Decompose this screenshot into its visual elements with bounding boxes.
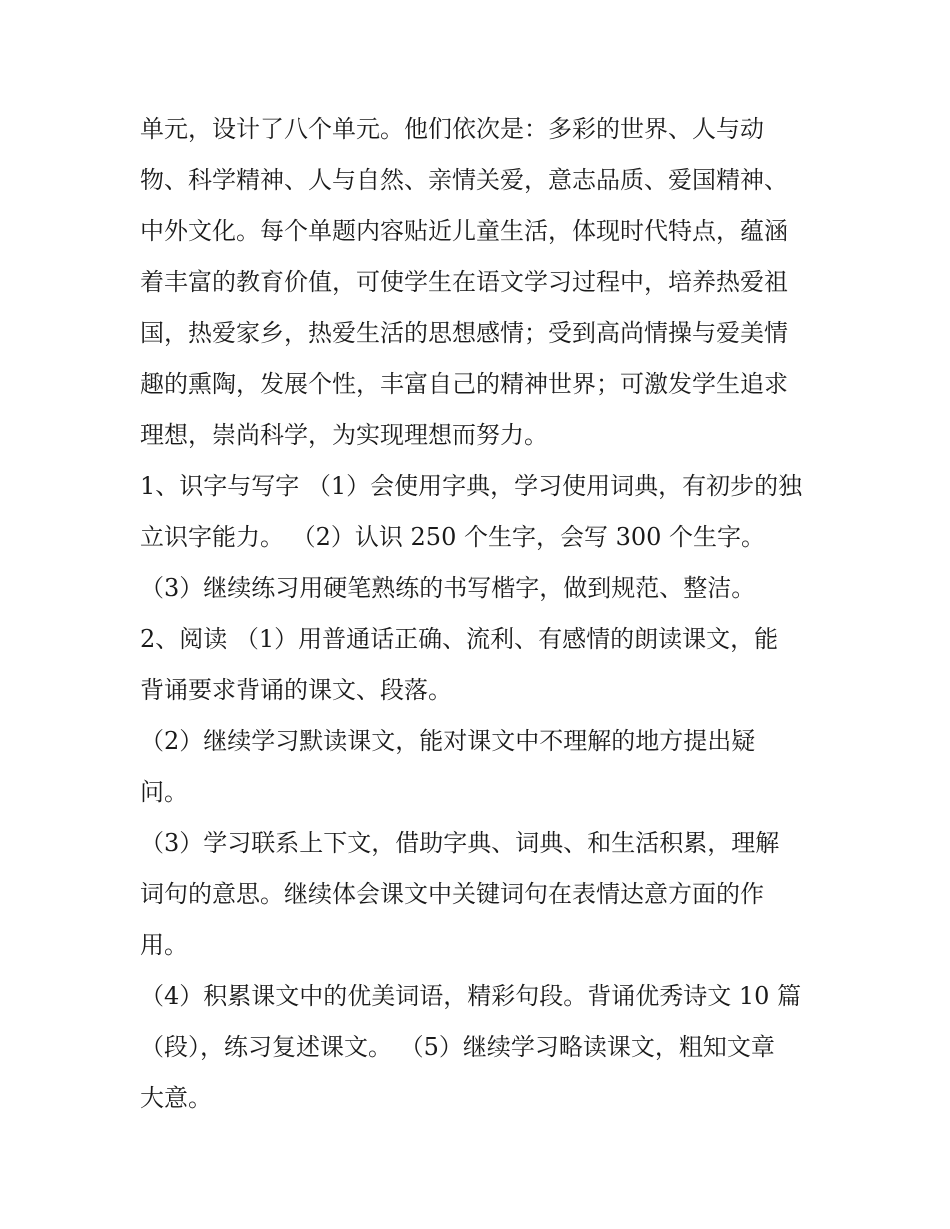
text-line: 问。	[140, 778, 188, 806]
text-line: （段），练习复述课文。 （5）继续学习略读课文，粗知文章	[140, 1033, 775, 1061]
text-line: 立识字能力。 （2）认识 250 个生字，会写 300 个生字。	[140, 523, 766, 551]
text-line: 着丰富的教育价值，可使学生在语文学习过程中，培养热爱祖	[140, 268, 788, 296]
section-heading-reading: 2、阅读 （1）用普通话正确、流利、有感情的朗读课文，能	[140, 625, 779, 653]
text-line: 单元，设计了八个单元。他们依次是：多彩的世界、人与动	[140, 115, 764, 143]
text-line: 背诵要求背诵的课文、段落。	[140, 676, 452, 704]
text-line: 趣的熏陶，发展个性，丰富自己的精神世界；可激发学生追求	[140, 370, 788, 398]
text-line: 中外文化。每个单题内容贴近儿童生活，体现时代特点，蕴涵	[140, 217, 788, 245]
text-line: 国，热爱家乡，热爱生活的思想感情；受到高尚情操与爱美情	[140, 319, 788, 347]
document-body	[140, 104, 820, 1124]
text-line: 用。	[140, 931, 188, 959]
text-line: 大意。	[140, 1084, 212, 1112]
text-line: 物、科学精神、人与自然、亲情关爱，意志品质、爱国精神、	[140, 166, 788, 194]
text-line: （3）继续练习用硬笔熟练的书写楷字，做到规范、整洁。	[140, 574, 756, 602]
text-line: 词句的意思。继续体会课文中关键词句在表情达意方面的作	[140, 880, 764, 908]
text-line: （4）积累课文中的优美词语，精彩句段。背诵优秀诗文 10 篇	[140, 982, 802, 1010]
text-line: （2）继续学习默读课文，能对课文中不理解的地方提出疑	[140, 727, 756, 755]
text-line: （3）学习联系上下文，借助字典、词典、和生活积累，理解	[140, 829, 780, 857]
text-line: 理想，崇尚科学，为实现理想而努力。	[140, 421, 548, 449]
section-heading-literacy: 1、识字与写字 （1）会使用字典，学习使用词典，有初步的独	[140, 472, 803, 500]
